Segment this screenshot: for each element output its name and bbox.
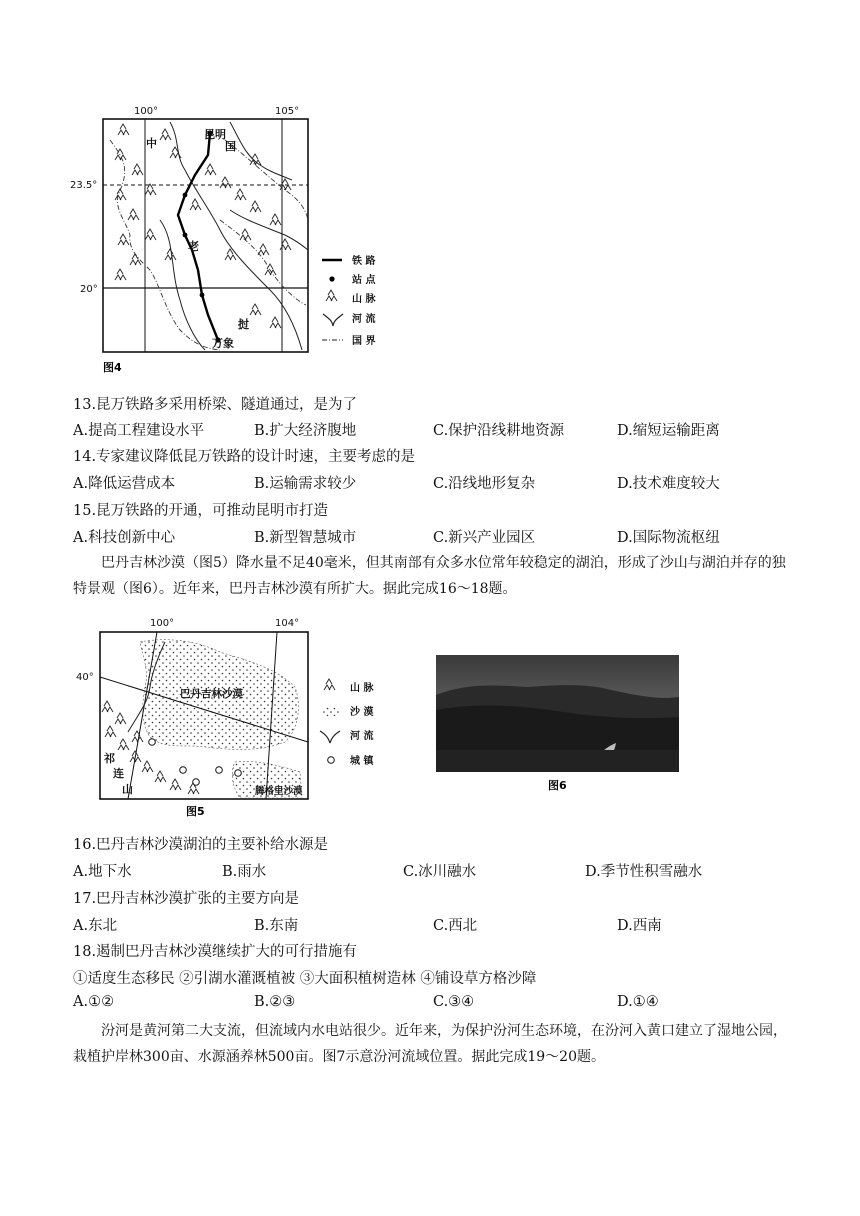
fig4-legend-river: 河 流 [352, 314, 376, 325]
q16-option-c[interactable]: C.冰川融水 [403, 864, 477, 880]
fig4-lon-105: 105° [275, 106, 300, 117]
q15-option-c[interactable]: C.新兴产业园区 [433, 530, 536, 546]
q14-option-a[interactable]: A.降低运营成本 [73, 476, 176, 492]
fig4-legend-border: 国 界 [352, 336, 376, 347]
q13-option-c[interactable]: C.保护沿线耕地资源 [433, 423, 565, 439]
q13-option-d[interactable]: D.缩短运输距离 [617, 423, 720, 439]
q13-option-b[interactable]: B.扩大经济腹地 [254, 423, 357, 439]
q18-option-b[interactable]: B.②③ [254, 994, 296, 1010]
figure-4-map [70, 100, 400, 375]
q14-option-d[interactable]: D.技术难度较大 [617, 476, 720, 492]
fig4-label-guo: 国 [225, 140, 236, 153]
q14-option-c[interactable]: C.沿线地形复杂 [433, 476, 536, 492]
q17-option-b[interactable]: B.东南 [254, 918, 299, 934]
fig5-lat-40: 40° [76, 672, 94, 683]
fig5-label-tengger: 腾格里沙漠 [255, 786, 303, 797]
fig5-lon-104: 104° [275, 618, 300, 629]
fig4-legend-railway: 铁 路 [352, 256, 376, 267]
question-18-stem: 18.遏制巴丹吉林沙漠继续扩大的可行措施有 [73, 944, 358, 960]
q17-option-a[interactable]: A.东北 [73, 918, 118, 934]
fig5-label-lian: 连 [113, 767, 124, 780]
fig5-label-badanjilin: 巴丹吉林沙漠 [180, 688, 243, 700]
fig5-label-qi: 祁 [104, 752, 115, 765]
fig5-lon-100: 100° [150, 618, 175, 629]
q15-option-b[interactable]: B.新型智慧城市 [254, 530, 357, 546]
fig4-legend-mountain: 山 脉 [352, 294, 376, 305]
q14-option-b[interactable]: B.运输需求较少 [254, 476, 357, 492]
fig4-legend-station: 站 点 [352, 275, 376, 286]
fig4-label-zhong: 中 [146, 137, 157, 150]
q18-option-a[interactable]: A.①② [73, 994, 115, 1010]
q15-option-d[interactable]: D.国际物流枢纽 [617, 530, 720, 546]
question-16-stem: 16.巴丹吉林沙漠湖泊的主要补给水源是 [73, 837, 329, 853]
fig4-lat-235: 23.5° [70, 180, 98, 191]
q17-option-c[interactable]: C.西北 [433, 918, 478, 934]
fig5-legend-town: 城 镇 [350, 756, 374, 767]
q18-option-c[interactable]: C.③④ [433, 994, 475, 1010]
fig6-caption: 图6 [548, 779, 567, 792]
question-15-stem: 15.昆万铁路的开通，可推动昆明市打造 [73, 503, 329, 519]
fig5-label-shan: 山 [122, 783, 133, 796]
fig4-caption: 图4 [103, 361, 122, 374]
fig4-label-kunming: 昆明 [204, 128, 226, 141]
figure-6-photo [436, 655, 680, 795]
fig5-legend-desert: 沙 漠 [350, 707, 374, 718]
fig4-lon-100: 100° [134, 106, 159, 117]
question-17-stem: 17.巴丹吉林沙漠扩张的主要方向是 [73, 891, 300, 907]
fig4-label-wo: 挝 [238, 318, 249, 331]
q13-option-a[interactable]: A.提高工程建设水平 [73, 423, 205, 439]
fig5-legend-river: 河 流 [350, 731, 374, 742]
fig4-label-wanxiang: 万象 [212, 337, 234, 350]
fig5-caption: 图5 [186, 805, 205, 818]
question-18-statements: ①适度生态移民 ②引湖水灌溉植被 ③大面积植树造林 ④铺设草方格沙障 [73, 971, 537, 987]
q17-option-d[interactable]: D.西南 [617, 918, 662, 934]
paragraph-badain-jaran: 巴丹吉林沙漠（图5）降水量不足40毫米，但其南部有众多水位常年较稳定的湖泊，形成了沙山与湖泊并存的独特景观（图6）。近年来，巴丹吉林沙漠有所扩大。据此完成16～18题。 [73, 555, 786, 597]
paragraph-fen-river: 汾河是黄河第二大支流，但流域内水电站很少。近年来，为保护汾河生态环境，在汾河入黄口建立了湿地公园，栽植护岸林300亩、水源涵养林500亩。图7示意汾河流域位置。据此完成19～20题。 [73, 1023, 787, 1065]
q18-option-d[interactable]: D.①④ [617, 994, 659, 1010]
fig5-legend-mountain: 山 脉 [350, 683, 374, 694]
fig4-label-lao: 老 [188, 240, 199, 253]
q16-option-d[interactable]: D.季节性积雪融水 [585, 864, 703, 880]
figure-5-map [70, 612, 400, 822]
question-13-stem: 13.昆万铁路多采用桥梁、隧道通过，是为了 [73, 397, 358, 413]
fig4-lat-20: 20° [80, 284, 98, 295]
q16-option-b[interactable]: B.雨水 [222, 864, 267, 880]
question-14-stem: 14.专家建议降低昆万铁路的设计时速，主要考虑的是 [73, 449, 416, 465]
q15-option-a[interactable]: A.科技创新中心 [73, 530, 176, 546]
q16-option-a[interactable]: A.地下水 [73, 864, 132, 880]
